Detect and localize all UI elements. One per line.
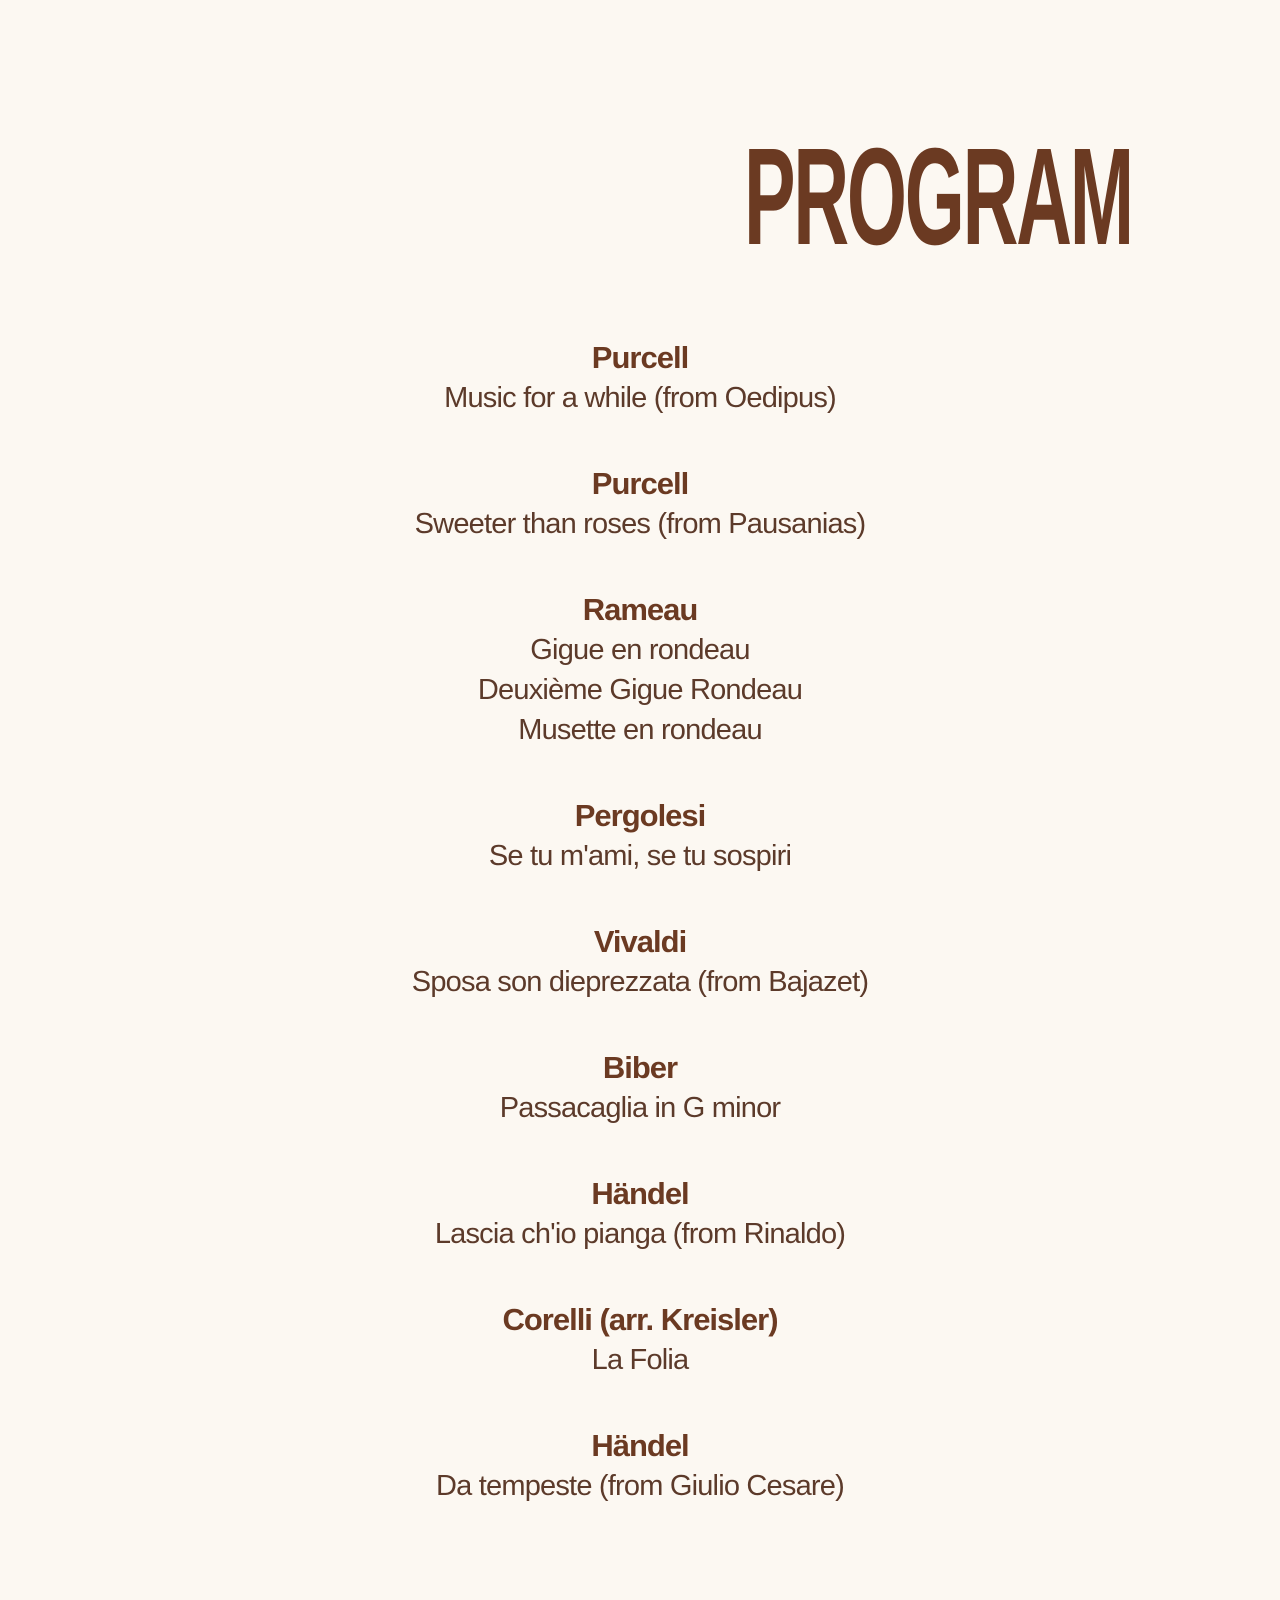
work-title: Se tu m'ami, se tu sospiri (488, 840, 792, 872)
page-title: PROGRAM (744, 120, 1132, 274)
composer-name: Purcell (591, 466, 689, 501)
program-item (0, 1426, 1280, 1506)
work-title: Gigue en rondeau (530, 634, 750, 666)
composer-name: Biber (602, 1050, 678, 1085)
program-list (0, 338, 1280, 1552)
program-item (0, 922, 1280, 1002)
work-title: Da tempeste (from Giulio Cesare) (436, 1470, 844, 1502)
work-title: Music for a while (from Oedipus) (444, 382, 836, 414)
program-item (0, 796, 1280, 876)
composer-name: Corelli (arr. Kreisler) (502, 1302, 778, 1337)
composer-name: Purcell (591, 340, 689, 375)
work-title: Sposa son dieprezzata (from Bajazet) (411, 966, 869, 998)
work-title: Sweeter than roses (from Pausanias) (414, 508, 866, 540)
work-title: Deuxième Gigue Rondeau (477, 674, 803, 706)
program-item (0, 1048, 1280, 1128)
program-item (0, 338, 1280, 418)
program-item (0, 1300, 1280, 1380)
program-item (0, 464, 1280, 544)
program-item (0, 590, 1280, 750)
composer-name: Rameau (582, 592, 698, 627)
work-title: La Folia (591, 1344, 689, 1376)
composer-name: Pergolesi (574, 798, 706, 833)
composer-name: Vivaldi (593, 924, 687, 959)
composer-name: Händel (591, 1428, 689, 1463)
work-title: Lascia ch'io pianga (from Rinaldo) (434, 1218, 846, 1250)
work-title: Musette en rondeau (518, 714, 762, 746)
work-title: Passacaglia in G minor (499, 1092, 781, 1124)
composer-name: Händel (591, 1176, 689, 1211)
program-item (0, 1174, 1280, 1254)
